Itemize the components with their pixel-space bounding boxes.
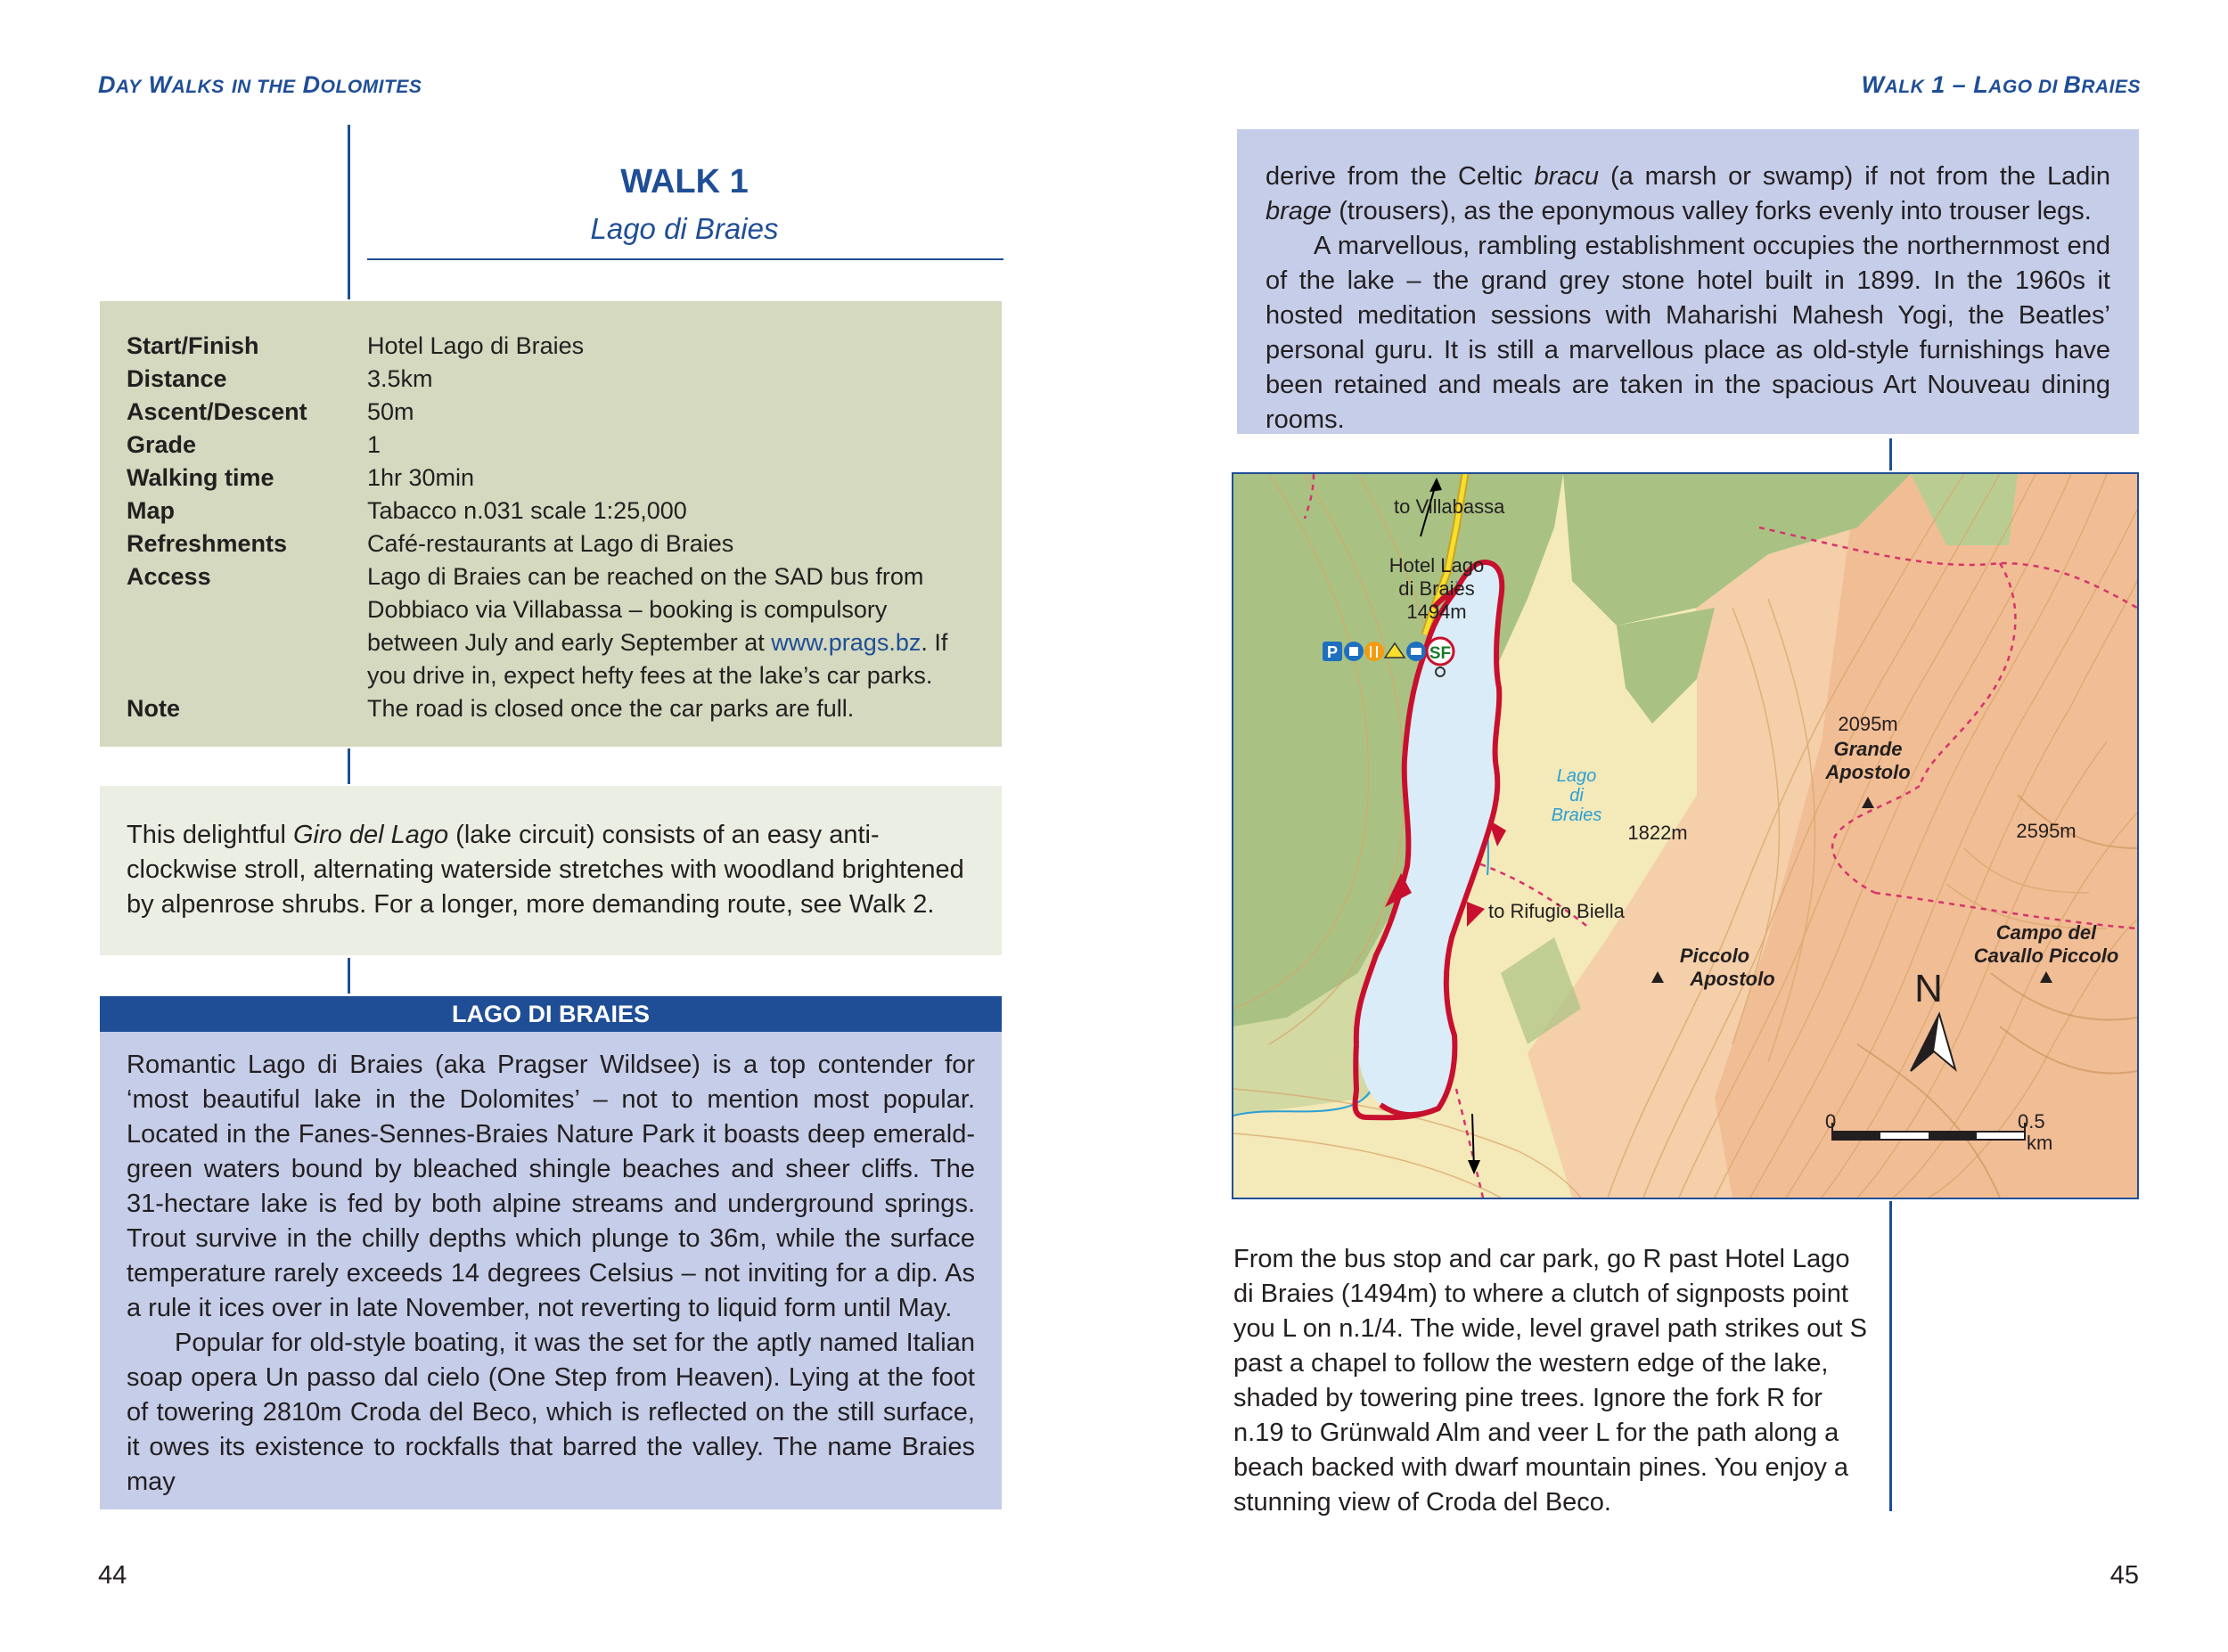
label-grande-apostolo: Grande — [1833, 738, 1903, 760]
info-label: Map — [127, 497, 175, 524]
info-label: Start/Finish — [127, 332, 259, 359]
info-value: Hotel Lago di Braies — [367, 332, 585, 359]
prags-link[interactable]: www.prags.bz — [771, 629, 922, 656]
info-label: Ascent/Descent — [127, 398, 307, 425]
start-finish-icon: SF — [1429, 644, 1452, 663]
north-label: N — [1914, 967, 1943, 1010]
margin-rule — [1889, 438, 1892, 470]
info-value: 1 — [367, 431, 381, 458]
info-value: Café-restaurants at Lago di Braies — [367, 530, 734, 557]
info-value: 3.5km — [367, 365, 433, 392]
info-row — [127, 363, 975, 396]
box-paragraph: derive from the Celtic bracu (a marsh or swamp) if not from the Ladin brage (trousers), as the eponymous valley forks evenly into trouser legs. — [1266, 162, 2110, 225]
info-label: Refreshments — [127, 530, 288, 557]
scale-zero: 0 — [1825, 1110, 1837, 1133]
label-lake: di — [1569, 786, 1584, 806]
walk-title: WALK 1 — [620, 163, 749, 200]
label-grande-apostolo: Apostolo — [1825, 761, 1911, 783]
lago-di-braies-box — [100, 1032, 1002, 1509]
info-label: Walking time — [127, 464, 274, 491]
margin-rule — [1889, 1201, 1892, 1511]
info-label: Grade — [127, 431, 197, 458]
label-grande-altitude: 2095m — [1838, 713, 1898, 735]
info-value: 1hr 30min — [367, 464, 475, 491]
running-head-right: WALK 1 – LAGO DI BRAIES — [1861, 71, 2141, 98]
label-lake: Lago — [1556, 766, 1597, 786]
scale-unit: km — [2027, 1132, 2053, 1154]
label-hotel: Hotel Lago — [1388, 554, 1485, 577]
info-row — [127, 527, 975, 560]
info-row-note: Note The road is closed once the car parks are full. — [127, 695, 855, 722]
label-piccolo-altitude: 1822m — [1627, 822, 1688, 844]
lago-di-braies-heading: LAGO DI BRAIES — [100, 996, 1002, 1032]
label-hotel-altitude: 1494m — [1406, 601, 1467, 623]
label-to-biella: to Rifugio Biella — [1488, 900, 1625, 922]
running-head-left: DAY WALKS IN THE DOLOMITES — [98, 71, 422, 98]
info-row — [127, 330, 975, 363]
label-piccolo-apostolo: Piccolo — [1679, 945, 1750, 967]
page-number-right: 45 — [2109, 1561, 2139, 1590]
box-paragraph: A marvellous, rambling establishment occupies the northernmost end of the lake – the grand grey stone hotel built in 1899. In the 1960s it hosted meditation sessions with Maharishi Mahesh Yogi, the Beatles’ personal guru. It is still a marvellous place as old-style furnishings have been retained and meals are taken in the spacious Art Nouveau dining rooms. — [1266, 232, 2110, 434]
info-value: 50m — [367, 398, 414, 425]
label-piccolo-apostolo: Apostolo — [1690, 968, 1775, 990]
label-campo-del-cavallo: Cavallo Piccolo — [1973, 945, 2119, 967]
parking-icon: P — [1326, 643, 1339, 661]
walk-intro: This delightful Giro del Lago (lake circuit) consists of an easy anti-clockwise stroll, alternating waterside stretches with woodland brightened by alpenrose shrubs. For a longer, more demanding route, see Walk 2. — [100, 786, 1002, 955]
box-paragraph: Romantic Lago di Braies (aka Pragser Wildsee) is a top contender for ‘most beautiful lake in the Dolomites’ – not to mention most popular. Located in the Fanes-Sennes-Braies Nature Park it boasts deep emerald-green waters bound by bleached shingle beaches and sheer cliffs. The 31-hectare lake is fed by both alpine streams and underground springs. Trout survive in the chilly depths which plunge to 36m, while the surface temperature rarely exceeds 14 degrees Celsius – not inviting for a dip. As a rule it ices over in late November, not reverting to liquid form until May. — [127, 1051, 975, 1322]
lago-di-braies-box-continued — [1237, 129, 2139, 434]
info-label: Distance — [127, 365, 227, 392]
margin-rule — [348, 125, 350, 299]
info-row-access: Access Lago di Braies can be reached on the SAD bus from Dobbiaco via Villabassa – booking is compulsory between July and early September at www.prags.bz. If you drive in, expect hefty fees at the lake’s car parks. — [127, 563, 948, 689]
info-row — [127, 462, 975, 495]
label-hotel: di Braies — [1398, 577, 1475, 600]
label-campo-del-cavallo: Campo del — [1995, 921, 2097, 944]
label-campo-altitude: 2595m — [2016, 820, 2076, 842]
info-row — [127, 396, 975, 429]
scale-half: 0.5 — [2018, 1110, 2045, 1133]
info-row — [127, 429, 975, 462]
title-rule — [367, 258, 1003, 260]
info-row — [127, 495, 975, 527]
margin-rule — [348, 748, 350, 784]
route-description: From the bus stop and car park, go R past Hotel Lago di Braies (1494m) to where a clutch of signposts point you L on n.1/4. The wide, level gravel path strikes out S past a chapel to follow the western edge of the lake, shaded by towering pine trees. Ignore the fork R for n.19 to Grünwald Alm and veer L for the path along a beach backed with dwarf mountain pines. You enjoy a stunning view of Croda del Beco. — [1233, 1245, 1867, 1517]
label-lake: Braies — [1551, 806, 1602, 825]
box-paragraph: Popular for old-style boating, it was the set for the aptly named Italian soap opera Un passo dal cielo (One Step from Heaven). Lying at the foot of towering 2810m Croda del Beco, which is reflected on the still surface, it owes its existence to rockfalls that barred the valley. The name Braies may — [127, 1329, 975, 1496]
walk-subtitle: Lago di Braies — [590, 212, 779, 245]
info-value: Tabacco n.031 scale 1:25,000 — [367, 497, 687, 524]
margin-rule — [348, 958, 350, 994]
walk-info-box — [100, 301, 1002, 747]
page-number-left: 44 — [98, 1561, 127, 1590]
label-to-villabassa: to Villabassa — [1394, 495, 1505, 518]
route-map — [1232, 472, 2139, 1199]
